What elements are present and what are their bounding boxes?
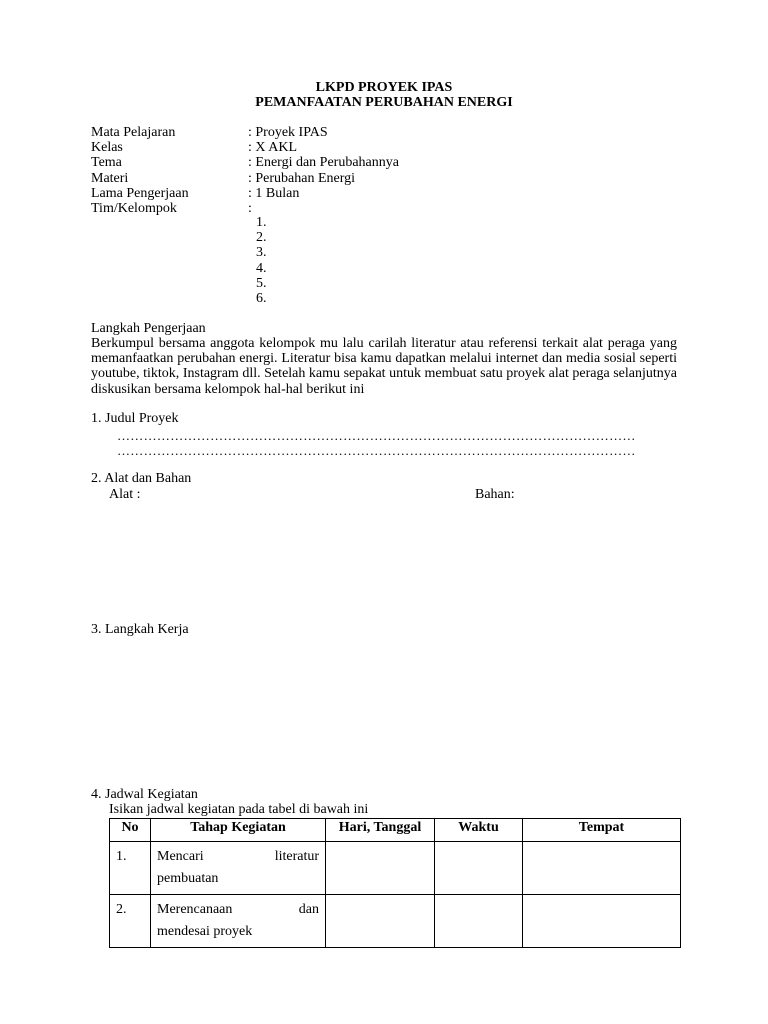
info-value: : X AKL <box>248 140 297 156</box>
info-value: : <box>248 200 252 216</box>
column-header-place: Tempat <box>523 819 681 842</box>
team-member-number: 4. <box>256 260 267 276</box>
stage-word: dan <box>298 902 319 917</box>
table-row <box>110 842 681 895</box>
info-row-material <box>91 171 399 186</box>
team-member-number: 2. <box>256 230 267 246</box>
table-header-row <box>110 819 681 842</box>
info-value: : Energi dan Perubahannya <box>248 155 399 171</box>
info-value: : Perubahan Energi <box>248 170 356 186</box>
schedule-table <box>109 818 681 948</box>
column-header-no: No <box>110 819 151 842</box>
info-value: : 1 Bulan <box>248 185 300 201</box>
info-row-subject <box>91 125 399 140</box>
info-label: Mata Pelajaran <box>91 125 176 140</box>
stage-line <box>157 899 319 921</box>
team-member-number: 6. <box>256 290 267 306</box>
info-row-team <box>91 201 399 216</box>
team-member-number: 3. <box>256 245 267 261</box>
section-schedule: 4. Jadwal Kegiatan <box>91 787 198 802</box>
column-header-time: Waktu <box>435 819 523 842</box>
column-header-date: Hari, Tanggal <box>326 819 435 842</box>
column-header-stage: Tahap Kegiatan <box>151 819 326 842</box>
place-cell[interactable] <box>523 895 681 948</box>
date-cell[interactable] <box>326 895 435 948</box>
time-cell[interactable] <box>435 842 523 895</box>
info-label: Lama Pengerjaan <box>91 185 189 201</box>
row-number: 1. <box>110 842 151 895</box>
stage-cell <box>151 895 326 948</box>
answer-dotted-line: ……………………………………………………………………………………………………… <box>117 428 636 443</box>
time-cell[interactable] <box>435 895 523 948</box>
place-cell[interactable] <box>523 842 681 895</box>
stage-cell <box>151 842 326 895</box>
section-work-steps: 3. Langkah Kerja <box>91 622 189 637</box>
document-title: LKPD PROYEK IPAS <box>315 80 453 95</box>
tools-label: Alat : <box>109 487 141 502</box>
info-label: Materi <box>91 170 129 186</box>
date-cell[interactable] <box>326 842 435 895</box>
stage-line <box>157 846 319 868</box>
info-label: Kelas <box>91 140 123 156</box>
info-row-theme <box>91 155 399 170</box>
stage-word: Mencari <box>157 849 204 864</box>
stage-line: mendesai proyek <box>157 924 253 939</box>
info-row-duration <box>91 186 399 201</box>
stage-line: pembuatan <box>157 871 219 886</box>
info-row-class <box>91 140 399 155</box>
info-block <box>91 125 399 216</box>
info-label: Tema <box>91 155 122 171</box>
stage-word: Merencanaan <box>157 902 233 917</box>
section-project-title: 1. Judul Proyek <box>91 411 179 426</box>
row-number: 2. <box>110 895 151 948</box>
info-label: Tim/Kelompok <box>91 200 177 216</box>
materials-label: Bahan: <box>475 487 515 502</box>
steps-paragraph: Berkumpul bersama anggota kelompok mu lalu carilah literatur atau referensi terkait alat peraga yang memanfaatkan perubahan energi. Literatur bisa kamu dapatkan melalui internet dan media sosial seperti youtube, tiktok, Instagram dll. Setelah kamu sepakat untuk membuat satu proyek alat peraga selanjutnya diskusikan bersama kelompok hal-hal berikut ini <box>91 336 677 397</box>
table-row <box>110 895 681 948</box>
stage-word: literatur <box>274 849 319 864</box>
section-tools-materials: 2. Alat dan Bahan <box>91 471 192 486</box>
team-member-number: 5. <box>256 275 267 291</box>
document-subtitle: PEMANFAATAN PERUBAHAN ENERGI <box>255 95 513 110</box>
schedule-instruction: Isikan jadwal kegiatan pada tabel di bawah ini <box>109 802 369 817</box>
answer-dotted-line: ……………………………………………………………………………………………………… <box>117 443 636 458</box>
steps-heading: Langkah Pengerjaan <box>91 321 206 336</box>
info-value: : Proyek IPAS <box>248 125 328 140</box>
team-member-list <box>256 215 267 306</box>
team-member-number: 1. <box>256 215 267 230</box>
